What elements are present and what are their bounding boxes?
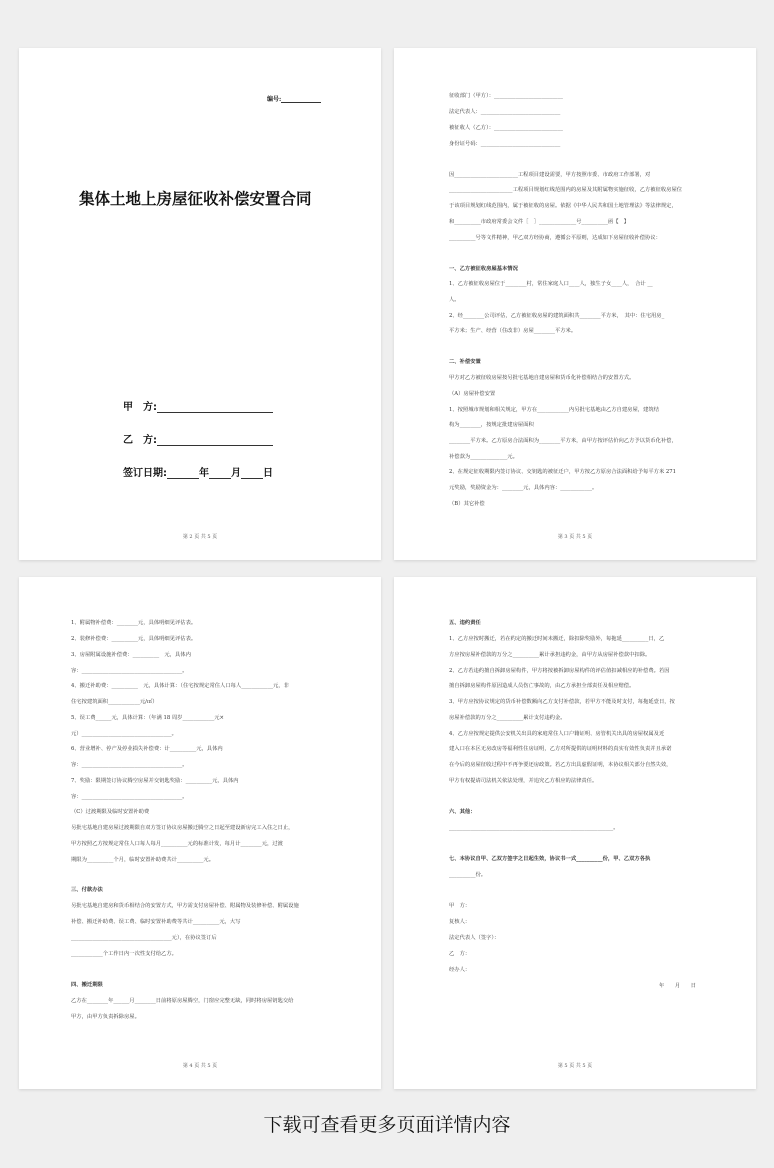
text-line: 乙方在________年______月________日前将原房屋腾空，门窗应完整无缺，同时将房屋钥匙交给 (71, 998, 294, 1004)
text-line: 征收部门（甲方）：__________________________ (449, 93, 563, 99)
text-line: ________________________工程项目规划红线范围内的房屋及其附属物实施征收，乙方被征收房屋位 (449, 187, 683, 193)
page-footer: 第 4 页 共 5 页 (182, 1063, 218, 1069)
month-blank (209, 469, 231, 479)
text-line: 擅自拆卸房屋构件原因造成人员伤亡事故的，由乙方承担全部责任及相应赔偿。 (449, 683, 635, 689)
text-line: 甲方，由甲方负责拆除房屋。 (71, 1014, 140, 1020)
text-line: 方应按房屋补偿款的万分之__________累计承担违约金，由甲方从房屋补偿款中扣除。 (449, 652, 651, 658)
text-line: 2、乙方若违约擅自拆卸房屋构件，甲方将按被拆卸房屋构件的评估值扣减相应的补偿费。若因 (449, 668, 670, 674)
party-b-field (123, 431, 273, 446)
contract-number-label: 编号: (267, 96, 282, 103)
text-line: （B）其它补偿 (449, 501, 485, 507)
text-line: 5、误工费______元，具体计算：（年满 18 周岁____________元× (71, 715, 224, 721)
page-2 (394, 48, 756, 560)
text-line: 2、装修补偿费：__________元，具体明细见评估表。 (71, 636, 197, 642)
text-line: 被征收人（乙方）：__________________________ (449, 125, 563, 131)
party-a-label: 甲 方: (123, 402, 157, 413)
section-heading: 五、违约责任 (449, 620, 481, 626)
text-line: 容：______________________________________。 (71, 668, 188, 674)
text-line: 房屋补偿款的万分之__________累计支付违约金。 (449, 715, 566, 721)
text-line: 年 月 日 (659, 983, 697, 989)
text-line: 1、附属物补偿费：________元，具体明细见评估表。 (71, 620, 197, 626)
text-line: （C）过渡期限及临时安置补助费 (71, 809, 150, 815)
section-heading: 三、付款办法 (71, 887, 103, 893)
month-label: 月 (231, 468, 241, 479)
year-label: 年 (199, 468, 209, 479)
sign-date-label: 签订日期: (123, 468, 167, 479)
section-heading: 六、其他： (449, 809, 476, 815)
text-line: 元）__________________________________。 (71, 731, 177, 737)
text-line: 6、营业增补、停产及停业损失补偿费：计__________元，具体内 (71, 746, 223, 752)
text-line: 法定代表人：______________________________ (449, 109, 561, 115)
section-heading: 一、乙方被征收房屋基本情况 (449, 266, 518, 272)
page-footer: 第 3 页 共 5 页 (557, 534, 593, 540)
section-heading: 四、搬迁期限 (71, 982, 103, 988)
text-line: 1、乙方应按时搬迁，若在约定的搬迁时间未搬迁，除扣除奖励外，每拖延__________日，乙 (449, 636, 665, 642)
party-a-field (123, 398, 273, 413)
text-line: 另批宅基地自建房屋过渡期限自双方签订协议房屋搬迁腾空之日起至建设新房完工入住之日止， (71, 825, 294, 831)
party-b-label: 乙 方: (123, 435, 157, 446)
text-line: ________平方米。乙方原房合法面积为________平方米，由甲方按评估价向乙方予以货币化补偿， (449, 438, 677, 444)
text-line: 经办人： (449, 967, 471, 973)
section-heading: 二、补偿安置 (449, 359, 481, 365)
text-line: 期限为__________个月，临时安置补助费共计__________元。 (71, 857, 215, 863)
text-line: 平方米；生产、经营（住改非）房屋________平方米。 (449, 328, 577, 334)
party-b-blank (157, 436, 273, 446)
text-line: 乙 方： (449, 951, 471, 957)
text-line: __________号等文件精神，甲乙双方经协商，遵循公平原则，达成如下房屋征收补偿协议： (449, 235, 661, 241)
text-line: 1、按照城市规划和相关规定，甲方在____________内另批宅基地由乙方自建房屋，建筑结 (449, 407, 659, 413)
text-line: 和__________市政府常委会文件［ ］______________号__________函【 】 (449, 219, 630, 225)
text-line: 构为________，按规定批建房屋面积 (449, 422, 534, 428)
text-line: 甲 方： (449, 903, 471, 909)
page-footer: 第 2 页 共 5 页 (182, 534, 218, 540)
contract-number-field (267, 94, 321, 103)
text-line: 4、乙方应按规定提供公安机关出具的家庭常住人口户籍证明、房管机关出具的房屋权属及近 (449, 731, 665, 737)
text-line: 3、甲方应按协议规定的货币补偿数额向乙方支付补偿款，若甲方不能及时支付，每拖延壹日，按 (449, 699, 675, 705)
year-blank (167, 469, 199, 479)
page-4 (394, 577, 756, 1089)
page-cover (19, 48, 381, 560)
text-line: 甲方对乙方被征收房屋按另批宅基地自建房屋和货币化补偿相结合的安置方式。 (449, 375, 635, 381)
contract-number-blank (281, 96, 321, 103)
text-line: 补偿、搬迁补助费、误工费、临时安置补助费等共计__________元，大写 (71, 919, 241, 925)
text-line: ____________个工作日内一次性支付给乙方。 (71, 951, 177, 957)
page-footer: 第 5 页 共 5 页 (557, 1063, 593, 1069)
text-line: 容：______________________________________。 (71, 794, 188, 800)
text-line: 4、搬迁补助费：__________ 元，具体计算：（住宅按规定常住人口每人____________元，非 (71, 683, 289, 689)
text-line: 在今后的房屋征收过程中不再争要还房政策。若乙方出具虚假证明，本协议相关部分自然失效， (449, 762, 672, 768)
text-line: （A）房屋补偿安置 (449, 391, 496, 397)
text-line: 甲方按照乙方按规定常住人口每人每月__________元的标准计发，每月计________元，过渡 (71, 841, 283, 847)
text-line: 住宅按建筑面积____________元/㎡） (71, 699, 158, 705)
text-line: 1、乙方被征收房屋位于________村，常住家庭人口____人，独生子女____人， 合计 __ (449, 281, 653, 287)
section-heading: 七、本协议自甲、乙双方签字之日起生效，协议书一式__________份，甲、乙双方各执 (449, 856, 651, 862)
page-3 (19, 577, 381, 1089)
text-line: 于该项目规划红线范围内，属于被征收的房屋。依据《中华人民共和国土地管理法》等法律规定， (449, 203, 677, 209)
sign-date-field (123, 464, 273, 479)
text-line: 另批宅基地自建房和货币相结合的安置方式，甲方需支付房屋补偿、附属物及装修补偿、附属设施 (71, 903, 299, 909)
text-line: 容：______________________________________。 (71, 762, 188, 768)
text-line: 复核人： (449, 919, 471, 925)
day-blank (241, 469, 263, 479)
text-line: 3、房屋附属设施补偿费：__________ 元，具体内 (71, 652, 191, 658)
text-line: 法定代表人（签字）： (449, 935, 500, 941)
text-line: ______________________________________________________________。 (449, 825, 619, 831)
text-line: 人。 (449, 297, 460, 303)
text-line: 补偿款为______________元。 (449, 454, 518, 460)
day-label: 日 (263, 468, 273, 479)
text-line: __________份。 (449, 872, 487, 878)
text-line: 因________________________工程项目建设需要，甲方按照市委、市政府工作部署，对 (449, 172, 651, 178)
text-line: 2、经________公司评估，乙方被征收房屋的建筑面积共________平方米， 其中：住宅用房_ (449, 313, 665, 319)
text-line: ______________________________________元），在协议签订后 (71, 935, 217, 941)
text-line: 建入口在本区无房改房等福利性住房证明，乙方对所提供的证明材料的真实有效性负责并且承诺 (449, 746, 672, 752)
text-line: 甲方有权提请司法机关依法处理，并追究乙方相应的法律责任。 (449, 778, 598, 784)
text-line: 7、奖励：限期签订协议腾空房屋并交钥匙奖励：__________元，具体内 (71, 778, 239, 784)
download-caption: 下载可查看更多页面详情内容 (263, 1114, 511, 1136)
text-line: 2、在规定征收期限内签订协议、交钥匙的被征迁户，甲方按乙方原房合法面积给予每平方米 271 (449, 469, 677, 475)
text-line: 元奖励，奖励资金为：________元，具体内容：____________。 (449, 485, 598, 491)
document-title: 集体土地上房屋征收补偿安置合同 (79, 190, 312, 208)
text-line: 身份证号码：______________________________ (449, 141, 561, 147)
party-a-blank (157, 403, 273, 413)
